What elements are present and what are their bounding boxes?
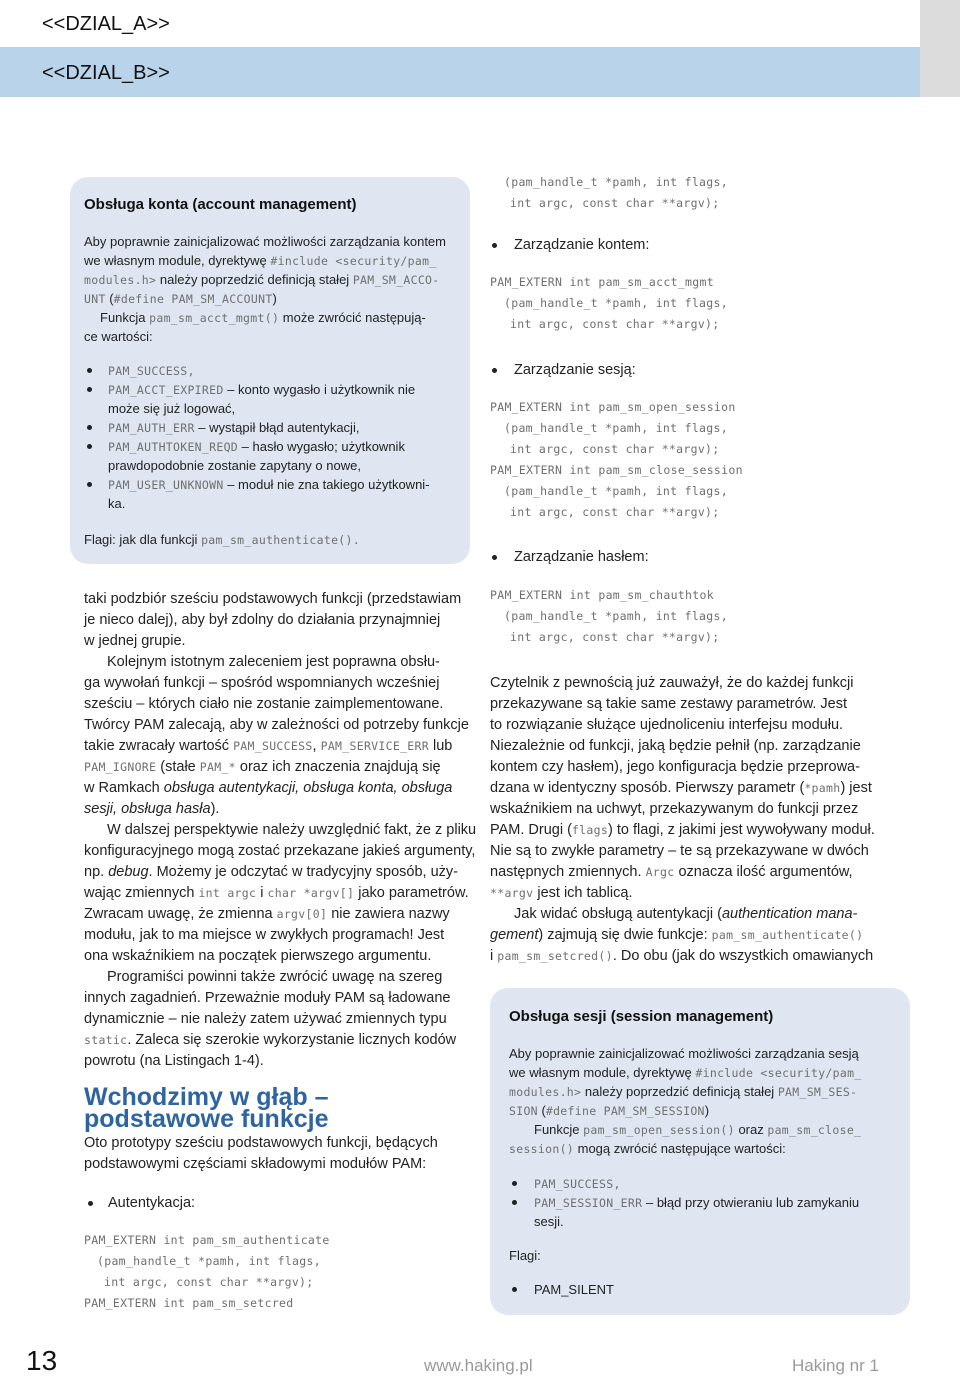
session-intro-line: Aby poprawnie zainicjalizować możliwości zarządzania sesją [509, 1046, 859, 1061]
session-flags-label: Flagi: [509, 1248, 541, 1263]
code-line: (pam_handle_t *pamh, int flags, [504, 175, 728, 189]
account-intro-line: Funkcja pam_sm_acct_mgmt() może zwrócić następują- [100, 310, 426, 325]
body-line: np. debug. Możemy je odczytać w tradycyjny sposób, uży- [84, 864, 458, 880]
body-line: PAM_IGNORE (stałe PAM_* oraz ich znaczenia znajdują się [84, 759, 441, 775]
session-mgmt-label: Zarządzanie sesją: [514, 362, 636, 378]
account-return-value-cont: ka. [108, 496, 126, 511]
code-line: (pam_handle_t *pamh, int flags, [504, 484, 728, 498]
body-line: sześciu – których ciało nie zostanie zaimplementowane. [84, 696, 444, 712]
code-line: PAM_EXTERN int pam_sm_open_session [490, 400, 736, 414]
body-line: takie zwracały wartość PAM_SUCCESS, PAM_SERVICE_ERR lub [84, 738, 453, 754]
body-line: Czytelnik z pewnością już zauważył, że do każdej funkcji [490, 675, 854, 691]
bullet-dot [87, 387, 92, 392]
section-header-b [0, 47, 920, 97]
session-flag-item: PAM_SILENT [534, 1282, 614, 1297]
account-return-value-cont: prawdopodobnie zostanie zapytany o nowe, [108, 458, 361, 473]
account-intro-line: modules.h> należy poprzedzić definicją stałej PAM_SM_ACCO- [84, 272, 440, 287]
bullet-dot [87, 444, 92, 449]
section-heading-line1: Wchodzimy w głąb – [84, 1083, 329, 1111]
body-line: dzana w identyczny sposób. Pierwszy parametr (*pamh) jest [490, 780, 872, 796]
body-line: Niezależnie od funkcji, jaką będzie pełnił (np. zarządzanie [490, 738, 861, 754]
body-line: ga wywołań funkcji – spośród wspomnianych wcześniej [84, 675, 440, 691]
body-line: gement) zajmują się dwie funkcje: pam_sm_authenticate() [490, 927, 864, 943]
body-line: ona wskaźnikiem na początek pierwszego argumentu. [84, 948, 432, 964]
body-line: modułu, jak to ma miejsce w zwykłych programach! Jest [84, 927, 445, 943]
account-flags: Flagi: jak dla funkcji pam_sm_authenticate(). [84, 532, 360, 547]
body-line: PAM. Drugi (flags) to flagi, z jakimi jest wywoływany moduł. [490, 822, 875, 838]
code-line: PAM_EXTERN int pam_sm_setcred [84, 1296, 294, 1310]
page-number: 13 [26, 1345, 58, 1376]
bullet-dot [492, 243, 497, 248]
bullet-dot [87, 482, 92, 487]
code-line: PAM_EXTERN int pam_sm_close_session [490, 463, 743, 477]
bullet-dot [492, 368, 497, 373]
session-return-value: PAM_SUCCESS, [534, 1177, 621, 1191]
body-line: dynamicznie – nie należy zatem używać zmiennych typu [84, 1011, 447, 1027]
code-line: (pam_handle_t *pamh, int flags, [504, 296, 728, 310]
bullet-dot [87, 368, 92, 373]
footer-url: www.haking.pl [424, 1356, 533, 1375]
session-intro-line: we własnym module, dyrektywę #include <security/pam_ [509, 1065, 862, 1080]
bullet-dot [512, 1181, 517, 1186]
body-line: i pam_sm_setcred(). Do obu (jak do wszystkich omawianych [490, 948, 874, 964]
section-label-b: <<DZIAL_B>> [42, 62, 170, 84]
body-line: przekazywane są takie same zestawy parametrów. Jest [490, 696, 848, 712]
section-header-a [0, 0, 920, 48]
code-line: PAM_EXTERN int pam_sm_authenticate [84, 1233, 330, 1247]
body-line: sesji, obsługa hasła). [84, 801, 220, 817]
body-line: wając zmiennych int argc i char *argv[] jako parametrów. [84, 885, 469, 901]
code-line: PAM_EXTERN int pam_sm_chauthtok [490, 588, 714, 602]
body-line: powrotu (na Listingach 1-4). [84, 1053, 264, 1069]
account-mgmt-label: Zarządzanie kontem: [514, 237, 650, 253]
body-line: Zwracam uwagę, że zmienna argv[0] nie zawiera nazwy [84, 906, 450, 922]
body-line: wskaźnikiem na uchwyt, przekazywanym do funkcji przez [490, 801, 859, 817]
body-line: W dalszej perspektywie należy uwzględnić fakt, że z pliku [107, 822, 477, 838]
code-line: int argc, const char **argv); [510, 630, 720, 644]
account-return-value: PAM_ACCT_EXPIRED – konto wygasło i użytkownik nie [108, 382, 416, 397]
bullet-dot [512, 1200, 517, 1205]
body-line: Jak widać obsługą autentykacji (authentication mana- [514, 906, 858, 922]
code-line: (pam_handle_t *pamh, int flags, [97, 1254, 321, 1268]
section-intro-line: podstawowymi częściami składowymi modułów PAM: [84, 1156, 427, 1172]
corner-strip [920, 0, 960, 97]
section-heading-line2: podstawowe funkcje [84, 1105, 329, 1133]
body-line: **argv jest ich tablicą. [490, 885, 633, 901]
body-line: Nie są to zwykłe parametry – te są przekazywane w dwóch [490, 843, 869, 859]
footer-issue: Haking nr 1 [792, 1356, 879, 1375]
account-management-box [70, 177, 470, 564]
session-return-value: PAM_SESSION_ERR – błąd przy otwieraniu lub zamykaniu [534, 1195, 860, 1210]
account-intro-line: UNT (#define PAM_SM_ACCOUNT) [84, 291, 277, 306]
session-intro-line: modules.h> należy poprzedzić definicją stałej PAM_SM_SES- [509, 1084, 858, 1099]
session-return-value-cont: sesji. [534, 1214, 564, 1229]
session-intro-line: SION (#define PAM_SM_SESSION) [509, 1103, 710, 1118]
bullet-dot [87, 425, 92, 430]
body-line: konfiguracyjnego mogą zostać przekazane jakieś argumenty, [84, 843, 476, 859]
account-return-value: PAM_AUTHTOKEN_REQD – hasło wygasło; użytkownik [108, 439, 405, 454]
code-line: int argc, const char **argv); [510, 505, 720, 519]
body-line: static. Zaleca się szerokie wykorzystanie licznych kodów [84, 1032, 457, 1048]
body-line: taki podzbiór sześciu podstawowych funkcji (przedstawiam [84, 591, 462, 607]
code-line: (pam_handle_t *pamh, int flags, [504, 421, 728, 435]
code-line: (pam_handle_t *pamh, int flags, [504, 609, 728, 623]
section-intro-line: Oto prototypy sześciu podstawowych funkcji, będących [84, 1135, 438, 1151]
account-intro-line: Aby poprawnie zainicjalizować możliwości zarządzania kontem [84, 234, 446, 249]
account-intro-line: ce wartości: [84, 329, 153, 344]
session-box-title: Obsługa sesji (session management) [509, 1008, 774, 1025]
session-management-box [490, 988, 910, 1315]
code-line: int argc, const char **argv); [510, 317, 720, 331]
body-line: je nieco dalej), aby był zdolny do działania przynajmniej [84, 612, 441, 628]
account-return-value: PAM_AUTH_ERR – wystąpił błąd autentykacji, [108, 420, 360, 435]
body-line: innych zagadnień. Przeważnie moduły PAM są ładowane [84, 990, 451, 1006]
bullet-dot [492, 555, 497, 560]
body-line: Programiści powinni także zwrócić uwagę na szereg [107, 969, 443, 985]
account-return-value: PAM_USER_UNKNOWN – moduł nie zna takiego użytkowni- [108, 477, 430, 492]
account-intro-line: we własnym module, dyrektywę #include <security/pam_ [84, 253, 437, 268]
bullet-dot [512, 1287, 517, 1292]
code-line: int argc, const char **argv); [510, 196, 720, 210]
body-line: w Ramkach obsługa autentykacji, obsługa konta, obsługa [84, 780, 453, 796]
code-line: int argc, const char **argv); [510, 442, 720, 456]
account-return-value-cont: może się już logować, [108, 401, 236, 416]
body-line: to rozwiązanie służące ujednoliceniu interfejsu modułu. [490, 717, 844, 733]
auth-label: Autentykacja: [108, 1195, 196, 1211]
code-line: PAM_EXTERN int pam_sm_acct_mgmt [490, 275, 714, 289]
body-line: Twórcy PAM zalecają, aby w zależności od potrzeby funkcje [84, 717, 469, 733]
session-intro-line: session() mogą zwrócić następujące wartości: [509, 1141, 786, 1156]
body-line: w jednej grupie. [84, 633, 186, 649]
body-line: następnych zmiennych. Argc oznacza ilość argumentów, [490, 864, 853, 880]
section-label-a: <<DZIAL_A>> [42, 13, 170, 35]
password-mgmt-label: Zarządzanie hasłem: [514, 549, 649, 565]
body-line: Kolejnym istotnym zaleceniem jest poprawna obsłu- [107, 654, 440, 670]
session-intro-line: Funkcje pam_sm_open_session() oraz pam_sm_close_ [534, 1122, 862, 1137]
bullet-dot [88, 1201, 93, 1206]
code-line: int argc, const char **argv); [104, 1275, 314, 1289]
account-return-value: PAM_SUCCESS, [108, 364, 195, 378]
account-box-title: Obsługa konta (account management) [84, 196, 357, 213]
body-line: kontem czy hasłem), jego konfiguracja będzie przeprowa- [490, 759, 860, 775]
